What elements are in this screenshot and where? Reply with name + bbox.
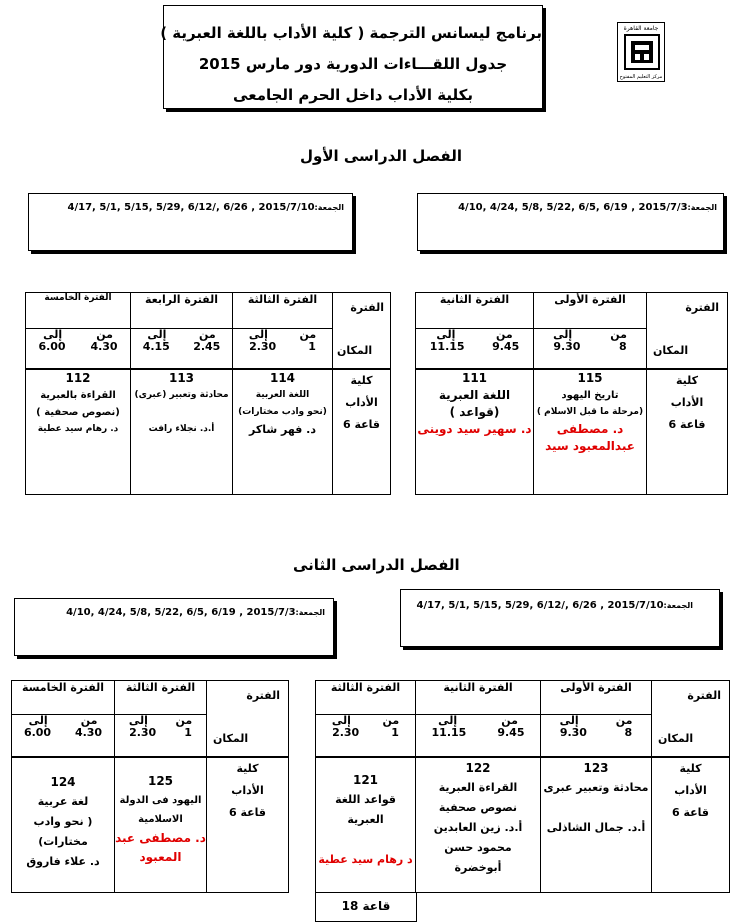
course-code: 121 <box>352 772 379 787</box>
to-time: 4.15 <box>142 340 170 353</box>
place-label: المكان <box>337 344 373 357</box>
semester-2-dates-left-box <box>14 598 334 656</box>
period-label: الفترة <box>350 301 384 314</box>
period-3-time <box>115 715 207 757</box>
course-title: قواعد اللغة العبرية <box>335 792 396 826</box>
place-label: المكان <box>653 344 689 357</box>
semester-1-title: الفصل الدراسى الأول <box>300 147 462 165</box>
course-code: 113 <box>168 370 195 385</box>
semester-2-dates-right-box <box>400 589 720 647</box>
semester-1-dates-left <box>68 202 344 213</box>
course-code: 115 <box>577 370 603 385</box>
place-label: المكان <box>658 732 694 745</box>
period-place-header <box>207 681 289 757</box>
semester-1-dates-left-box <box>28 193 353 251</box>
period-5-header: الفترة الخامسة <box>12 681 115 715</box>
course-instructor: د رهام سيد عطية <box>318 852 413 866</box>
from-time: 8 <box>624 726 633 739</box>
room-line: الأداب <box>231 783 264 797</box>
room-cell <box>207 757 289 893</box>
course-title: اليهود فى الدولة <box>119 794 202 806</box>
period-3-time <box>316 715 416 757</box>
room-line: كلية <box>679 761 702 775</box>
course-code: 125 <box>147 773 174 788</box>
course-111-cell <box>416 369 534 495</box>
course-code: 124 <box>50 774 76 789</box>
course-note: (مرحلة ما قبل الاسلام ) <box>536 406 644 417</box>
to-time: 9.30 <box>559 726 587 739</box>
course-instructor: د. علاء فاروق <box>26 854 100 868</box>
period-2-time <box>416 329 534 369</box>
course-instructor: د. فهر شاكر <box>249 422 316 436</box>
course-121-cell <box>316 757 416 893</box>
dates-value: 4/10, 4/24, 5/8, 5/22, 6/5, 6/19 , 2015/7/3 <box>66 607 296 618</box>
period-3-header: الفترة الثالثة <box>316 681 416 715</box>
period-label: الفترة <box>246 689 280 702</box>
dates-value: 4/17, 5/1, 5/15, 5/29, 6/12/, 6/26 , 2015/7/10 <box>416 600 664 611</box>
course-125-cell <box>115 757 207 893</box>
dates-label: الجمعة: <box>295 608 325 617</box>
university-seal-icon <box>619 33 665 73</box>
semester-1-dates-right <box>458 202 717 213</box>
from-label: من <box>175 714 193 727</box>
room-line: الأداب <box>674 783 707 797</box>
course-123-cell <box>541 757 652 893</box>
from-time: 9.45 <box>497 726 525 739</box>
semester-1-left-table <box>25 292 391 495</box>
course-note: (نحو وادب مختارات) <box>238 406 327 417</box>
course-124-cell <box>12 757 115 893</box>
from-time: 4.30 <box>74 726 103 739</box>
to-time: 2.30 <box>249 340 277 353</box>
course-title: القراءة بالعبرية <box>40 389 116 401</box>
course-122-cell <box>416 757 541 893</box>
course-instructor: د. سهير سيد دوينى <box>417 421 532 436</box>
room-cell <box>652 757 730 893</box>
period-4-time <box>131 329 233 369</box>
course-note: (قواعد ) <box>449 404 500 419</box>
from-label: من <box>610 328 627 341</box>
course-title-2: الاسلامية <box>138 813 183 825</box>
to-time: 11.15 <box>431 726 467 739</box>
to-time: 6.00 <box>38 340 66 353</box>
dates-label: الجمعة: <box>314 203 344 212</box>
period-3-time <box>233 329 333 369</box>
period-1-header: الفترة الأولى <box>534 293 647 329</box>
from-label: من <box>96 328 113 341</box>
course-instructor: أ.د. جمال الشاذلى <box>546 820 646 834</box>
course-code: 111 <box>461 370 488 385</box>
to-label: إلى <box>147 328 167 341</box>
course-code: 112 <box>65 370 91 385</box>
from-label: من <box>299 328 317 341</box>
from-time: 4.30 <box>90 340 118 353</box>
period-3-header: الفترة الثالثة <box>115 681 207 715</box>
to-label: إلى <box>436 328 456 341</box>
course-instructor: د. رهام سيد عطية <box>37 423 119 434</box>
from-time: 9.45 <box>492 340 520 353</box>
logo-bottom-text: مركز التعليم المفتوح <box>619 74 663 80</box>
from-time: 8 <box>619 340 627 353</box>
period-label: الفترة <box>685 301 719 314</box>
semester-1-dates-right-box <box>417 193 724 251</box>
semester-2-right-table <box>315 680 730 893</box>
course-115-cell <box>534 369 647 495</box>
period-5-time <box>12 715 115 757</box>
room-line: قاعة 6 <box>671 805 709 819</box>
semester-1-right-table <box>415 292 728 495</box>
from-label: من <box>80 714 98 727</box>
to-time: 6.00 <box>23 726 52 739</box>
to-label: إلى <box>553 328 573 341</box>
period-2-header: الفترة الثانية <box>416 293 534 329</box>
from-label: من <box>495 328 513 341</box>
header-line-1: برنامج ليسانس الترجمة ( كلية الأداب باللغة العبرية ) <box>160 24 542 42</box>
to-label: إلى <box>248 328 268 341</box>
from-time: 1 <box>184 726 192 739</box>
course-title: اللغة العربية <box>255 389 310 400</box>
to-label: إلى <box>43 328 63 341</box>
period-place-header <box>652 681 730 757</box>
period-2-header: الفترة الثانية <box>416 681 541 715</box>
header-line-3: بكلية الأداب داخل الحرم الجامعى <box>233 86 473 104</box>
from-label: من <box>615 714 633 727</box>
to-label: إلى <box>28 714 48 727</box>
room-line: قاعة 6 <box>342 417 380 431</box>
from-label: من <box>501 714 518 727</box>
course-note <box>131 404 232 421</box>
room-line: كلية <box>236 761 259 775</box>
period-5-header: الفترة الخامسة <box>26 293 131 329</box>
course-note: (نصوص صحفية ) <box>36 406 120 418</box>
from-label: من <box>382 714 400 727</box>
course-title: اللغة العبرية <box>438 387 511 402</box>
room-line: الأداب <box>345 395 378 409</box>
to-time: 9.30 <box>553 340 581 353</box>
room-cell <box>647 369 728 495</box>
place-label: المكان <box>213 732 249 745</box>
course-title: لغة عربية <box>37 794 89 808</box>
period-2-time <box>416 715 541 757</box>
course-114-cell <box>233 369 333 495</box>
period-1-time <box>534 329 647 369</box>
period-1-header: الفترة الأولى <box>541 681 652 715</box>
to-label: إلى <box>438 714 458 727</box>
course-instructor: د. مصطفى عبدالمعبود سيد <box>545 421 635 453</box>
dates-label: الجمعة: <box>663 601 693 610</box>
period-place-header <box>333 293 391 369</box>
semester-2-dates-left <box>66 607 325 618</box>
course-title-2: نصوص صحفية <box>438 800 518 814</box>
period-1-time <box>541 715 652 757</box>
to-label: إلى <box>559 714 579 727</box>
course-title-2: ( نحو وادب <box>33 814 93 828</box>
to-time: 2.30 <box>129 726 157 739</box>
room-line: قاعة 6 <box>228 805 266 819</box>
from-label: من <box>198 328 216 341</box>
from-time: 1 <box>308 340 316 353</box>
semester-2-dates-right <box>417 600 693 611</box>
dates-value: 4/10, 4/24, 5/8, 5/22, 6/5, 6/19 , 2015/7/3 <box>458 202 688 213</box>
dates-label: الجمعة: <box>687 203 717 212</box>
course-code: 122 <box>465 760 491 775</box>
to-time: 11.15 <box>429 340 465 353</box>
course-code: 114 <box>269 370 296 385</box>
room-line: قاعة 6 <box>668 417 706 431</box>
header-box <box>160 5 543 109</box>
course-title: تاريخ اليهود <box>561 389 619 401</box>
period-4-header: الفترة الرابعة <box>131 293 233 329</box>
course-instructor: أ.د. زين العابدين محمود حسن أبوخضرة <box>433 820 523 874</box>
course-title-3: مختارات) <box>38 834 88 848</box>
course-112-cell <box>26 369 131 495</box>
room-cell <box>333 369 391 495</box>
university-seal-logo <box>617 22 665 82</box>
to-label: إلى <box>128 714 148 727</box>
period-label: الفترة <box>687 689 721 702</box>
course-title: محادثة وتعبير (عبرى) <box>134 389 229 400</box>
period-5-time <box>26 329 131 369</box>
course-113-cell <box>131 369 233 495</box>
room-line: كلية <box>350 373 373 387</box>
dates-value: 4/17, 5/1, 5/15, 5/29, 6/12/, 6/26 , 2015/7/10 <box>67 202 315 213</box>
room-line: كلية <box>675 373 699 387</box>
semester-2-left-table <box>11 680 289 893</box>
header-line-2: جدول اللقـــاءات الدورية دور مارس 2015 <box>198 55 508 73</box>
course-title: محادثة وتعبير عبرى <box>543 780 649 794</box>
course-code: 123 <box>583 760 609 775</box>
course-instructor: أ.د. نجلاء رافت <box>148 423 215 434</box>
period-place-header <box>647 293 728 369</box>
room-line: الأداب <box>670 395 704 409</box>
period-3-header: الفترة الثالثة <box>233 293 333 329</box>
course-instructor: د. مصطفى عبد المعبود <box>115 830 206 864</box>
extra-room-cell: قاعة 18 <box>315 893 417 922</box>
from-time: 1 <box>391 726 399 739</box>
to-time: 2.30 <box>332 726 360 739</box>
to-label: إلى <box>331 714 351 727</box>
logo-top-text: جامعة القاهرة <box>623 25 659 32</box>
from-time: 2.45 <box>193 340 221 353</box>
semester-2-title: الفصل الدراسى الثانى <box>293 556 460 574</box>
course-title: القراءة العبرية <box>438 780 518 794</box>
